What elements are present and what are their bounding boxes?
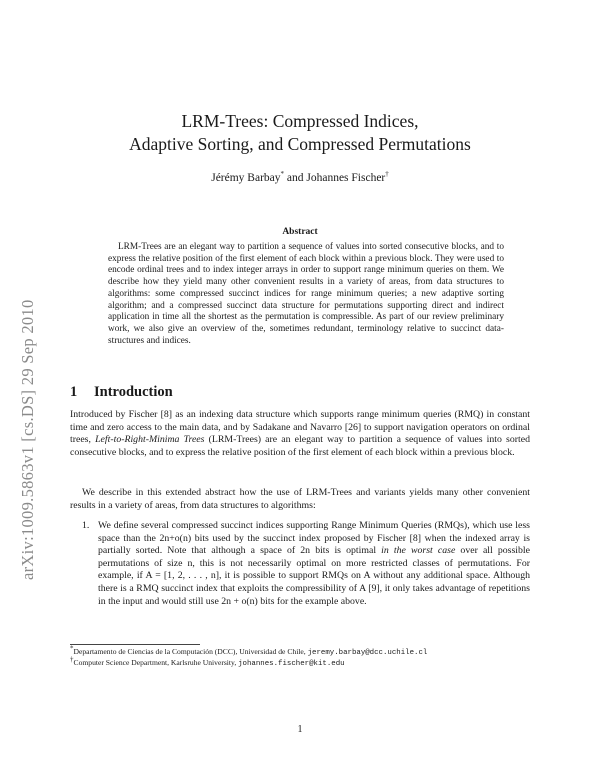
paper-title <box>70 110 530 156</box>
p1-part-a: Introduced by Fischer [8] as an indexing data structure which supports range minimum queries (RMQ) in constant time and zero access to the main data, and by Sadakane and Navarro [26] to support navigation operators on ordinal trees, <box>70 409 530 446</box>
footnote-1-mark: * <box>70 644 74 653</box>
list-item <box>82 520 530 608</box>
abstract-text: LRM-Trees are an elegant way to partition a sequence of values into sorted consecutive blocks, and to express the relative position of the first element of each block within a previous block. They were used to encode ordinal trees and to index integer arrays in order to support range minimum queries on them. We describe how they yield many other convenient results in a variety of areas, from data structures to algorithms: some compressed succinct indices for range minimum queries; a new adaptive sorting algorithm; and a compressed succinct data structure for permutations supporting direct and indirect application in time all the shortest as the permutation is compressible. As part of our review preliminary work, we also give an overview of the, sometimes redundant, terminology relative to succinct data-structures and indices. <box>108 242 504 346</box>
author-separator: and <box>284 172 307 184</box>
section-heading <box>70 384 173 401</box>
footnote-2-mark: † <box>70 655 74 664</box>
footnote-2 <box>70 655 540 669</box>
footnote-1 <box>70 644 540 658</box>
footnote-1-text: Departamento de Ciencias de la Computación (DCC), Universidad de Chile, <box>73 647 308 656</box>
title-line-2: Adaptive Sorting, and Compressed Permutations <box>129 134 471 154</box>
author-1: Jérémy Barbay <box>211 172 281 184</box>
item1-part-a: We define several compressed succinct indices supporting Range Minimum Queries (RMQs), which use less space than the 2n+o(n) bits used by the succinct index proposed by Fischer [8] when the indexed array is partially sorted. Note that although a space of 2n bits is optimal <box>98 520 530 557</box>
footnote-divider <box>70 644 200 645</box>
page-number: 1 <box>297 724 303 735</box>
item1-emphasis: in the worst case <box>381 545 456 557</box>
intro-paragraph-2: We describe in this extended abstract how the use of LRM-Trees and variants yields many other convenient results in a variety of areas, from data structures to algorithms: <box>70 487 530 511</box>
arxiv-identifier <box>18 210 42 580</box>
item1-part-b: over all possible permutations of size n, this is not necessarily optimal on more restricted classes of permutations. For example, if A = [1, 2, . . . , n], it is possible to support RMQs on A without any additional space. Although there is a RMQ succinct index that exploits the compressibility of A [9], it only takes advantage of repetitions in the input and would still use 2n + o(n) bits for the example above. <box>98 545 530 607</box>
p1-part-b: (LRM-Trees) are an elegant way to partition a sequence of values into sorted consecutive blocks, and to express the relative position of the first element of each block within a previous block. <box>70 434 530 458</box>
author-1-mark: * <box>280 170 285 179</box>
abstract-heading: Abstract <box>282 227 318 237</box>
section-number: 1 <box>70 384 78 400</box>
list-item-text <box>98 520 530 608</box>
author-2-mark: † <box>385 170 389 179</box>
p1-emphasis: Left-to-Right-Minima Trees <box>95 434 205 446</box>
footnote-1-email[interactable]: jeremy.barbay@dcc.uchile.cl <box>307 649 428 657</box>
footnotes <box>70 644 540 669</box>
list-item-number: 1. <box>82 520 90 531</box>
section-title: Introduction <box>94 384 173 400</box>
footnote-2-text: Computer Science Department, Karlsruhe University, <box>73 658 239 667</box>
author-2: Johannes Fischer <box>306 172 386 184</box>
title-line-1: LRM-Trees: Compressed Indices, <box>181 111 419 131</box>
intro-paragraph-1 <box>70 409 530 459</box>
footnote-2-email[interactable]: johannes.fischer@kit.edu <box>238 660 345 668</box>
authors <box>70 172 530 184</box>
arxiv-identifier-text: arXiv:1009.5863v1 [cs.DS] 29 Sep 2010 <box>18 299 37 580</box>
